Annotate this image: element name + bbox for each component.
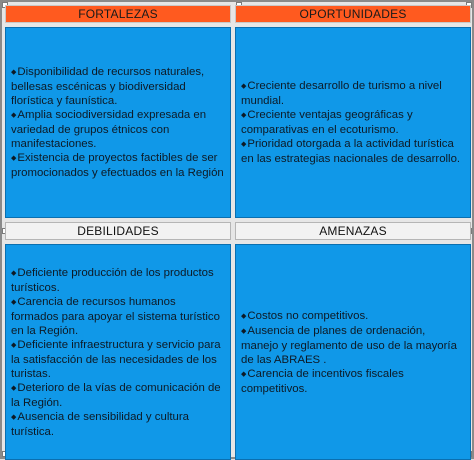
diamond-bullet-icon: ◆ — [11, 69, 17, 76]
diamond-bullet-icon: ◆ — [241, 112, 247, 119]
diamond-bullet-icon: ◆ — [11, 384, 17, 392]
swot-item-text: Disponibilidad de recursos naturales, bellesas escénicas y biodiversidad florística y faunística. — [11, 66, 205, 107]
swot-list-item — [241, 367, 464, 396]
swot-list-item — [241, 137, 464, 166]
diamond-bullet-icon: ◆ — [11, 155, 17, 162]
diamond-bullet-icon: ◆ — [241, 327, 247, 335]
swot-item-text: Carencia de incentivos fiscales competitivos. — [241, 367, 404, 395]
header-amenazas: AMENAZAS — [235, 222, 471, 240]
swot-item-text: Amplia sociodiversidad expresada en variedad de grupos étnicos con manifestaciones. — [11, 109, 207, 150]
swot-list-item — [11, 266, 224, 295]
diamond-bullet-icon: ◆ — [11, 269, 17, 277]
swot-item-text: Prioridad otorgada a la actividad turística en las estrategias nacionales de desarrollo. — [241, 138, 461, 165]
swot-list-item — [11, 65, 224, 108]
swot-item-text: Deficiente infraestructura y servicio para la satisfacción de las necesidades de los turistas. — [11, 338, 221, 380]
swot-item-text: Existencia de proyectos factibles de ser promocionados y efectuados en la Región — [11, 152, 224, 179]
swot-list-item — [241, 309, 464, 324]
swot-item-text: Deficiente producción de los productos turísticos. — [11, 266, 214, 294]
swot-item-text: Carencia de recursos humanos formados para apoyar el sistema turístico en la Región. — [11, 295, 220, 337]
diamond-bullet-icon: ◆ — [241, 312, 247, 320]
cell-oportunidades[interactable] — [235, 27, 471, 218]
header-fortalezas: FORTALEZAS — [5, 5, 231, 23]
diamond-bullet-icon: ◆ — [241, 141, 247, 148]
swot-list-item — [241, 108, 464, 137]
diamond-bullet-icon: ◆ — [241, 83, 247, 90]
swot-list-item — [11, 410, 224, 439]
cell-debilidades[interactable] — [5, 244, 231, 460]
swot-item-text: Costos no competitivos. — [247, 309, 369, 322]
swot-list-item — [11, 151, 224, 180]
header-debilidades: DEBILIDADES — [5, 222, 231, 240]
diamond-bullet-icon: ◆ — [11, 298, 17, 306]
swot-item-text: Creciente ventajas geográficas y comparativas en el ecoturismo. — [241, 109, 413, 136]
swot-list-item — [11, 338, 224, 381]
swot-list-item — [11, 295, 224, 338]
diamond-bullet-icon: ◆ — [11, 112, 17, 119]
swot-grid — [5, 5, 471, 456]
swot-list-item — [241, 79, 464, 108]
swot-list-item — [11, 108, 224, 151]
swot-item-text: Ausencia de planes de ordenación, manejo y reglamento de uso de la mayoría de las ABRAES . — [241, 324, 457, 366]
swot-item-text: Deterioro de la vías de comunicación de la Región. — [11, 381, 221, 409]
diamond-bullet-icon: ◆ — [241, 370, 247, 378]
diamond-bullet-icon: ◆ — [11, 413, 17, 421]
cell-fortalezas[interactable] — [5, 27, 231, 218]
header-oportunidades: OPORTUNIDADES — [235, 5, 471, 23]
diamond-bullet-icon: ◆ — [11, 341, 17, 349]
swot-list-item — [241, 324, 464, 367]
swot-list-item — [11, 381, 224, 410]
swot-item-text: Ausencia de sensibilidad y cultura turística. — [11, 410, 189, 438]
cell-amenazas[interactable] — [235, 244, 471, 460]
swot-item-text: Creciente desarrollo de turismo a nivel mundial. — [241, 80, 442, 107]
